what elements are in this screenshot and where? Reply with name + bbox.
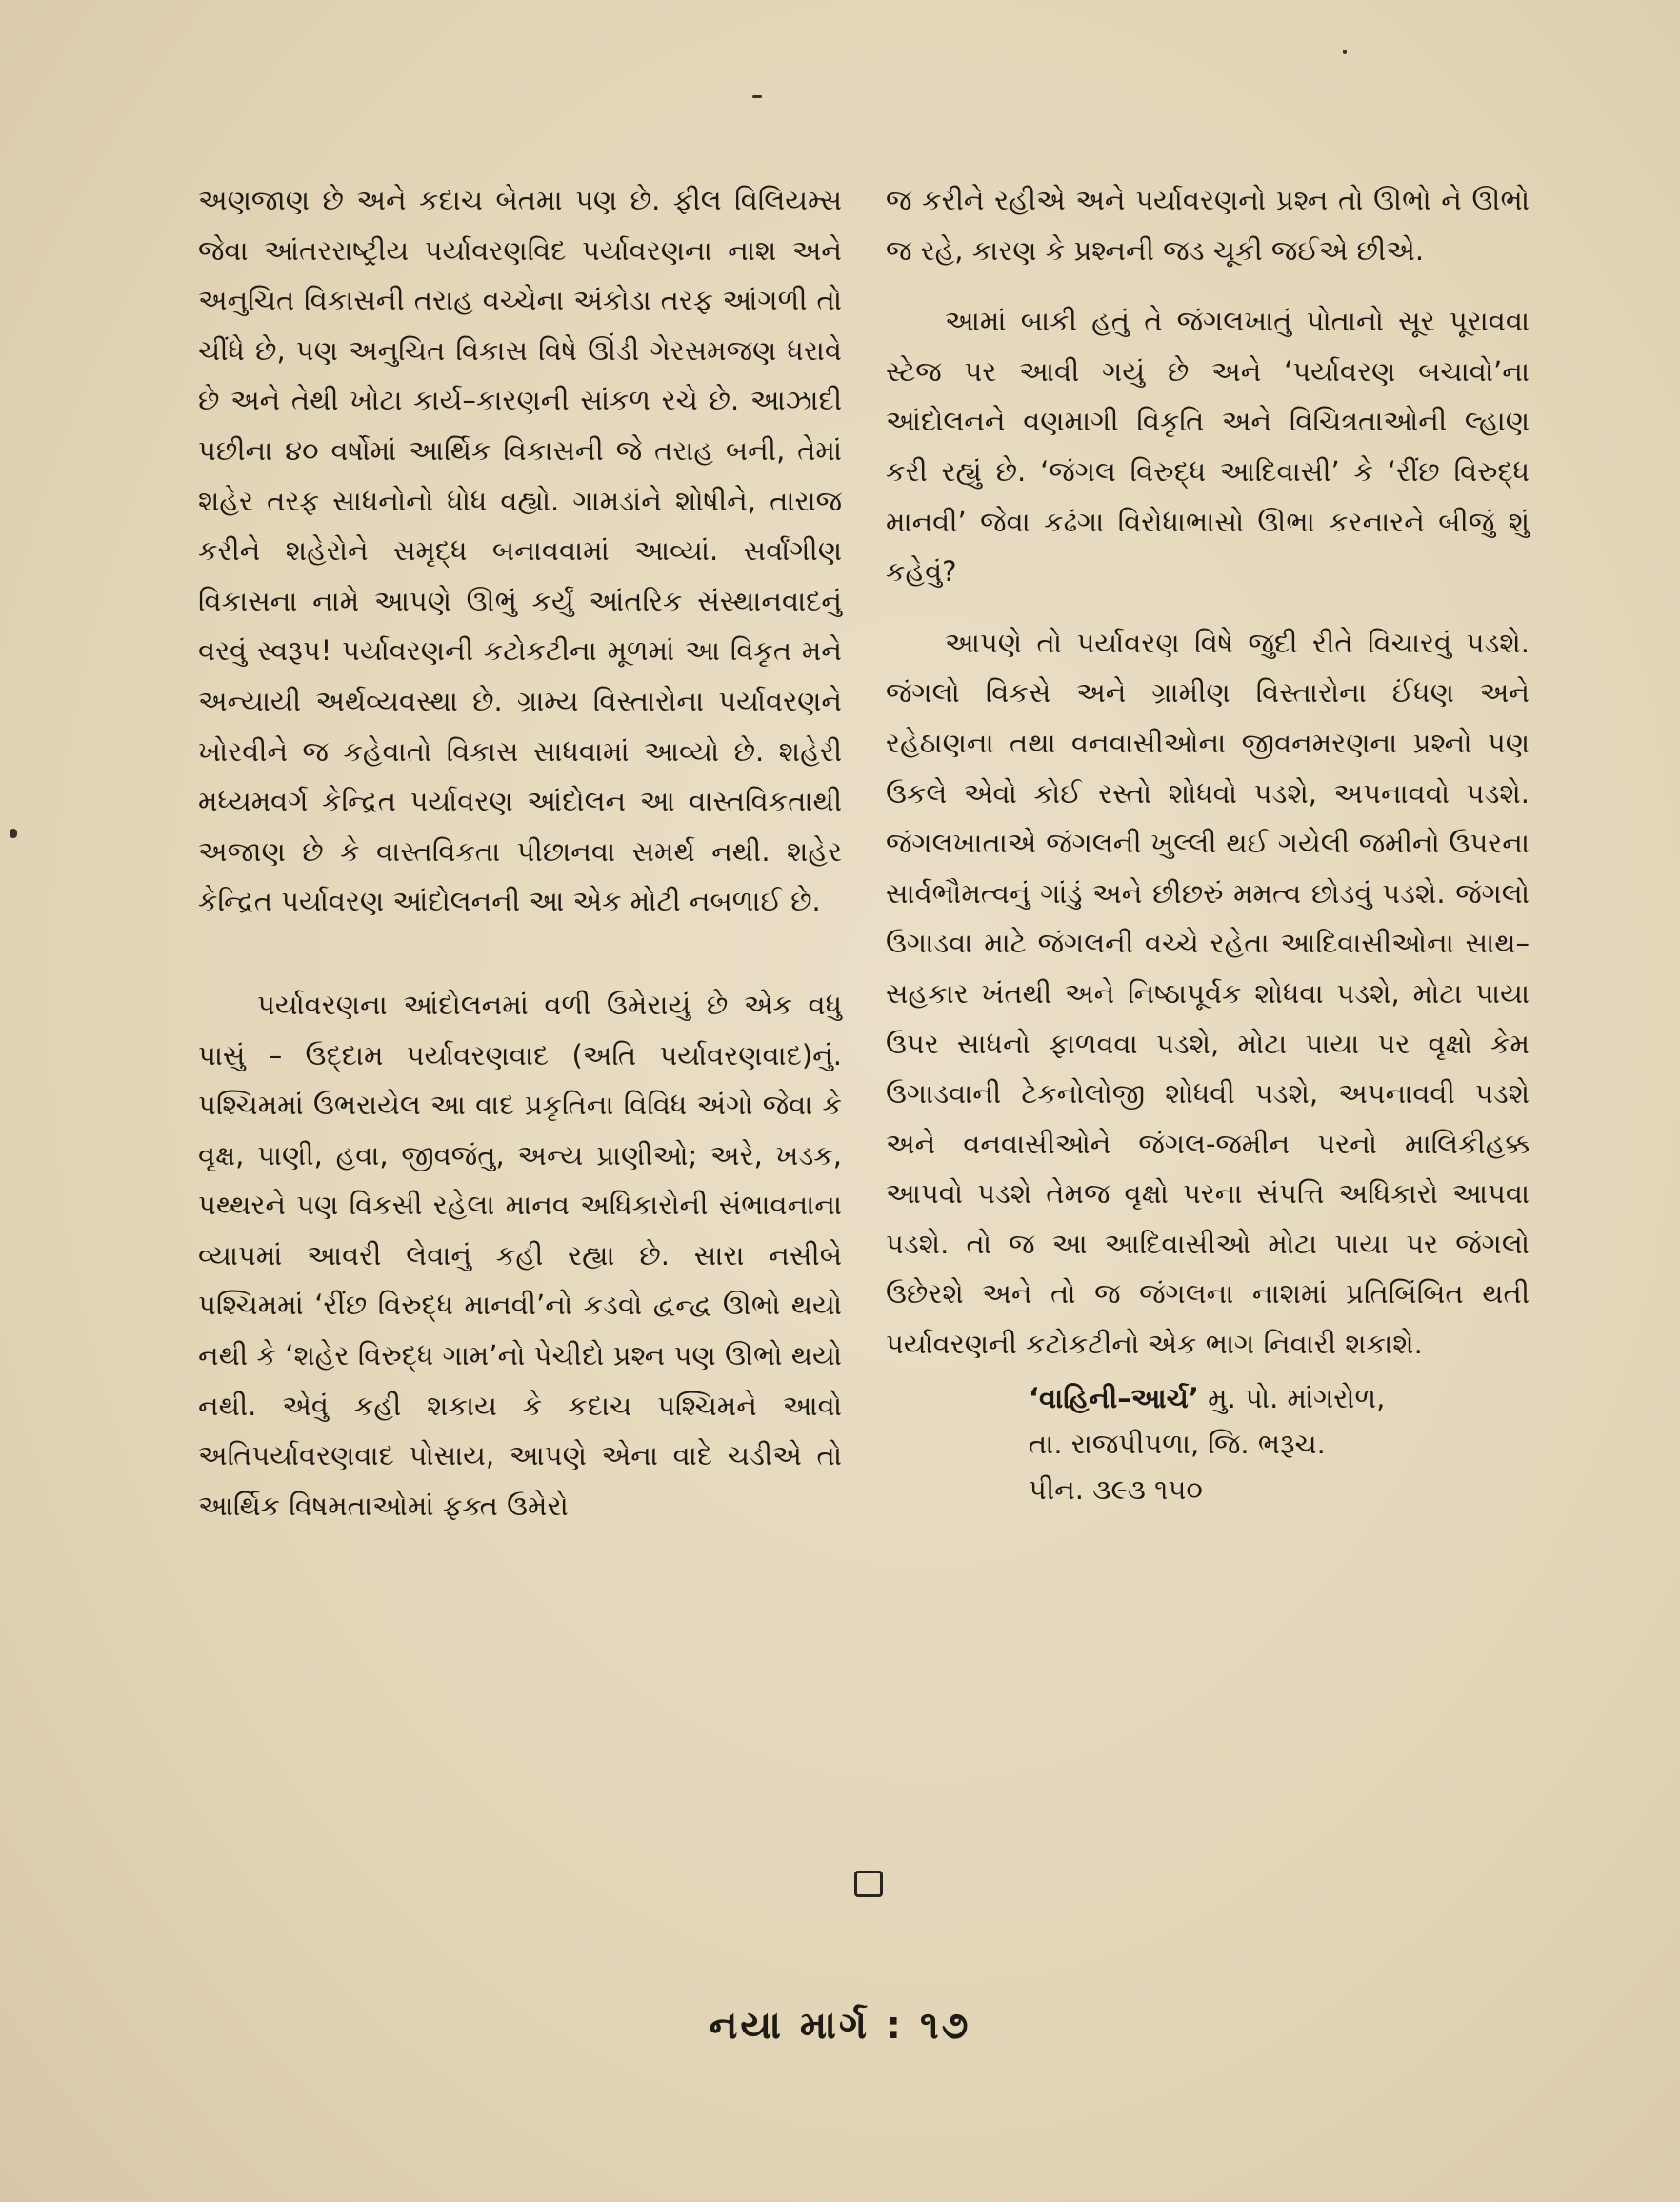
signature-address-line-2: તા. રાજપીપળા, જિ. ભરૂચ. bbox=[1029, 1427, 1326, 1460]
left-column bbox=[198, 175, 842, 1531]
right-paragraph-1: જ કરીને રહીએ અને પર્યાવરણનો પ્રશ્ન તો ઊભો ને ઊભો જ રહે, કારણ કે પ્રશ્નની જડ ચૂકી જઈએ છીએ. bbox=[886, 184, 1530, 267]
right-paragraph-3: આપણે તો પર્યાવરણ વિષે જુદી રીતે વિચારવું પડશે. જંગલો વિકસે અને ગ્રામીણ વિસ્તારોના ઈંધણ અને રહેઠાણના તથા વનવાસીઓના જીવનમરણના પ્રશ્નો પણ ઉકલે એવો કોઈ રસ્તો શોધવો પડશે, અપનાવવો પડશે. જંગલખાતાએ જંગલની ખુલ્લી થઈ ગયેલી જમીનો ઉપરના સાર્વભૌમત્વનું ગાંડું અને છીછરું મમત્વ છોડવું પડશે. જંગલો ઉગાડવા માટે જંગલની વચ્ચે રહેતા આદિવાસીઓના સાથ–સહકાર ખંતથી અને નિષ્ઠાપૂર્વક શોધવા પડશે, મોટા પાયા ઉપર સાધનો ફાળવવા પડશે, મોટા પાયા પર વૃક્ષો કેમ ઉગાડવાની ટેકનોલોજી શોધવી પડશે, અપનાવવી પડશે અને વનવાસીઓને જંગલ-જમીન પરનો માલિકીહક્ક આપવો પડશે તેમજ વૃક્ષો પરના સંપત્તિ અધિકારો આપવા પડશે. તો જ આ આદિવાસીઓ મોટા પાયા પર જંગલો ઉછેરશે અને તો જ જંગલના નાશમાં પ્રતિબિંબિત થતી પર્યાવરણની કટોકટીનો એક ભાગ નિવારી શકાશે. bbox=[886, 626, 1530, 1361]
signature-block bbox=[886, 1375, 1530, 1512]
signature-name: ‘વાહિની–આર્ચ’ bbox=[1029, 1381, 1199, 1414]
print-speck bbox=[1343, 50, 1347, 54]
end-of-article-mark bbox=[854, 1871, 883, 1897]
right-paragraph-2: આમાં બાકી હતું તે જંગલખાતું પોતાનો સૂર પૂરાવવા સ્ટેજ પર આવી ગયું છે અને ‘પર્યાવરણ બચાવો’ના આંદોલનને વણમાગી વિકૃતિ અને વિચિત્રતાઓની લ્હાણ કરી રહ્યું છે. ‘જંગલ વિરુદ્ધ આદિવાસી’ કે ‘રીંછ વિરુદ્ધ માનવી’ જેવા કઢંગા વિરોધાભાસો ઊભા કરનારને બીજું શું કહેવું? bbox=[886, 305, 1530, 589]
signature-address-line-3: પીન. ૩૯૩ ૧૫૦ bbox=[1029, 1472, 1203, 1506]
left-paragraph-2: પર્યાવરણના આંદોલનમાં વળી ઉમેરાયું છે એક વધુ પાસું – ઉદ્દામ પર્યાવરણવાદ (અતિ પર્યાવરણવાદ)નું. પશ્ચિમમાં ઉભરાયેલ આ વાદ પ્રકૃતિના વિવિધ અંગો જેવા કે વૃક્ષ, પાણી, હવા, જીવજંતુ, અન્ય પ્રાણીઓ; અરે, ખડક, પથ્થરને પણ વિકસી રહેલા માનવ અધિકારોની સંભાવનાના વ્યાપમાં આવરી લેવાનું કહી રહ્યા છે. સારા નસીબે પશ્ચિમમાં ‘રીંછ વિરુદ્ધ માનવી’નો કડવો દ્વન્દ્વ ઊભો થયો નથી કે ‘શહેર વિરુદ્ધ ગામ’નો પેચીદો પ્રશ્ન પણ ઊભો થયો નથી. એવું કહી શકાય કે કદાચ પશ્ચિમને આવો અતિપર્યાવરણવાદ પોસાય, આપણે એના વાદે ચડીએ તો આર્થિક વિષમતાઓમાં ફક્ત ઉમેરો bbox=[198, 988, 842, 1522]
right-column bbox=[886, 175, 1530, 1512]
signature-address-line-1: મુ. પો. માંગરોળ, bbox=[1208, 1381, 1386, 1414]
print-speck bbox=[10, 829, 17, 838]
left-paragraph-1: અણજાણ છે અને કદાચ બેતમા પણ છે. ફીલ વિલિયમ્સ જેવા આંતરરાષ્ટ્રીય પર્યાવરણવિદ પર્યાવરણના નાશ અને અનુચિત વિકાસની તરાહ વચ્ચેના અંકોડા તરફ આંગળી તો ચીંધે છે, પણ અનુચિત વિકાસ વિષે ઊંડી ગેરસમજણ ધરાવે છે અને તેથી ખોટા કાર્ય–કારણની સાંકળ રચે છે. આઝાદી પછીના ૪૦ વર્ષોમાં આર્થિક વિકાસની જે તરાહ બની, તેમાં શહેર તરફ સાધનોનો ધોધ વહ્યો. ગામડાંને શોષીને, તારાજ કરીને શહેરોને સમૃદ્ધ બનાવવામાં આવ્યાં. સર્વાંગીણ વિકાસના નામે આપણે ઊભું કર્યું આંતરિક સંસ્થાનવાદનું વરવું સ્વરૂપ! પર્યાવરણની કટોકટીના મૂળમાં આ વિકૃત મને અન્યાયી અર્થવ્યવસ્થા છે. ગ્રામ્ય વિસ્તારોના પર્યાવરણને ખોરવીને જ કહેવાતો વિકાસ સાધવામાં આવ્યો છે. શહેરી મધ્યમવર્ગ કેન્દ્રિત પર્યાવરણ આંદોલન આ વાસ્તવિકતાથી અજાણ છે કે વાસ્તવિકતા પીછાનવા સમર્થ નથી. શહેર કેન્દ્રિત પર્યાવરણ આંદોલનની આ એક મોટી નબળાઈ છે. bbox=[198, 184, 842, 918]
page-footer: નયા માર્ગ : ૧૭ bbox=[709, 2004, 971, 2048]
print-speck bbox=[752, 95, 762, 98]
